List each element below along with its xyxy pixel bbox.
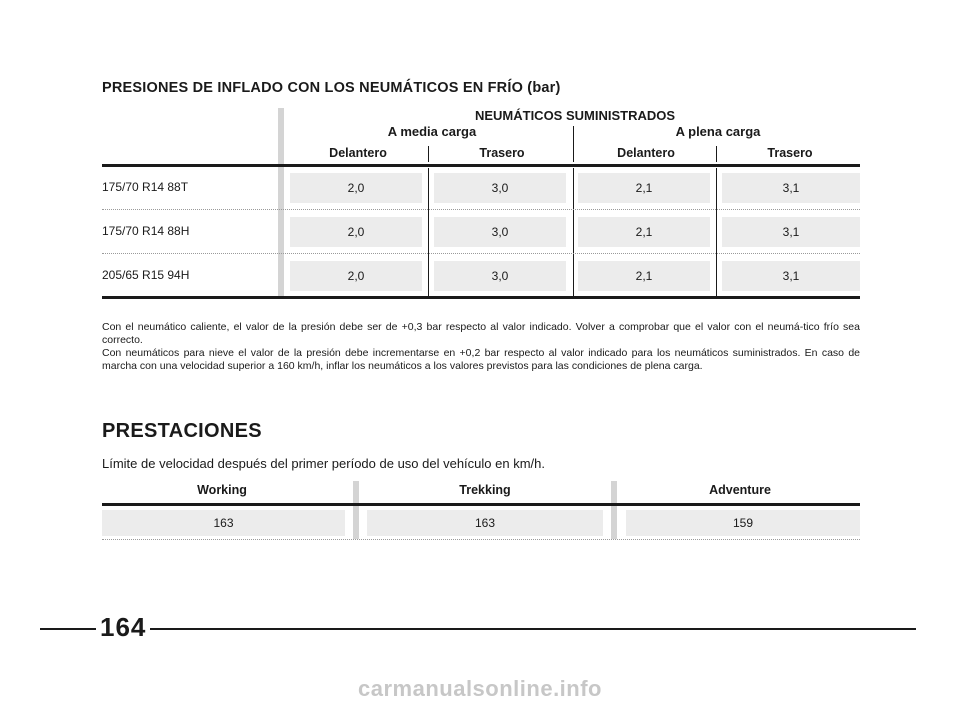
note-snow-tires: Con neumáticos para nieve el valor de la presión debe incrementarse en +0,2 bar respecto al valor indicado para los neumáticos suministrados. En caso de marcha con una velocidad superior a 160 km/h, inflar los neumáticos a los valores previstos para las condiciones de plena carga. <box>102 347 860 372</box>
column-header-rear-half: Trasero <box>479 146 525 160</box>
performance-header-rule <box>102 503 860 506</box>
column-header-front-full: Delantero <box>617 146 675 160</box>
column-divider <box>428 168 429 296</box>
note-hot-tire: Con el neumático caliente, el valor de la presión debe ser de +0,3 bar respecto al valor indicado. Volver a comprobar que el valor con el neumá-tico frío sea correcto. <box>102 321 860 346</box>
performance-section-title: PRESTACIONES <box>102 420 262 442</box>
row-separator <box>102 209 860 210</box>
table-header-rule <box>102 164 860 167</box>
speed-value-working: 163 <box>102 510 345 536</box>
pressure-section-title: PRESIONES DE INFLADO CON LOS NEUMÁTICOS EN FRÍO (bar) <box>102 80 561 96</box>
page-footer-line <box>40 628 916 630</box>
performance-header-adventure: Adventure <box>709 483 771 497</box>
page-number: 164 <box>96 612 150 643</box>
pressure-cell: 3,0 <box>434 173 566 203</box>
performance-intro: Límite de velocidad después del primer período de uso del vehículo en km/h. <box>102 456 545 471</box>
pressure-cell: 3,0 <box>434 217 566 247</box>
column-divider <box>573 126 574 162</box>
performance-shaded-separator <box>353 481 359 539</box>
table-bottom-rule <box>102 296 860 299</box>
column-divider <box>716 168 717 296</box>
pressure-cell: 2,0 <box>290 217 422 247</box>
column-divider <box>573 168 574 296</box>
group-header: NEUMÁTICOS SUMINISTRADOS <box>474 108 676 123</box>
performance-shaded-separator <box>611 481 617 539</box>
tire-size-label: 175/70 R14 88H <box>102 224 190 238</box>
performance-bottom-rule <box>102 539 860 540</box>
column-divider <box>716 146 717 162</box>
pressure-cell: 2,1 <box>578 173 710 203</box>
speed-value-trekking: 163 <box>367 510 603 536</box>
pressure-cell: 2,0 <box>290 261 422 291</box>
pressure-cell: 2,1 <box>578 261 710 291</box>
load-header-full: A plena carga <box>675 124 761 139</box>
pressure-cell: 2,1 <box>578 217 710 247</box>
performance-header-working: Working <box>197 483 247 497</box>
pressure-cell: 3,1 <box>722 173 860 203</box>
load-header-half: A media carga <box>387 124 477 139</box>
row-separator <box>102 253 860 254</box>
pressure-cell: 3,1 <box>722 261 860 291</box>
pressure-cell: 2,0 <box>290 173 422 203</box>
table-shaded-separator <box>278 108 284 298</box>
column-divider <box>428 146 429 162</box>
pressure-cell: 3,1 <box>722 217 860 247</box>
watermark: carmanualsonline.info <box>358 676 602 701</box>
speed-value-adventure: 159 <box>626 510 860 536</box>
tire-size-label: 205/65 R15 94H <box>102 268 190 282</box>
performance-header-trekking: Trekking <box>459 483 511 497</box>
pressure-cell: 3,0 <box>434 261 566 291</box>
tire-size-label: 175/70 R14 88T <box>102 180 189 194</box>
column-header-rear-full: Trasero <box>767 146 813 160</box>
column-header-front-half: Delantero <box>329 146 387 160</box>
